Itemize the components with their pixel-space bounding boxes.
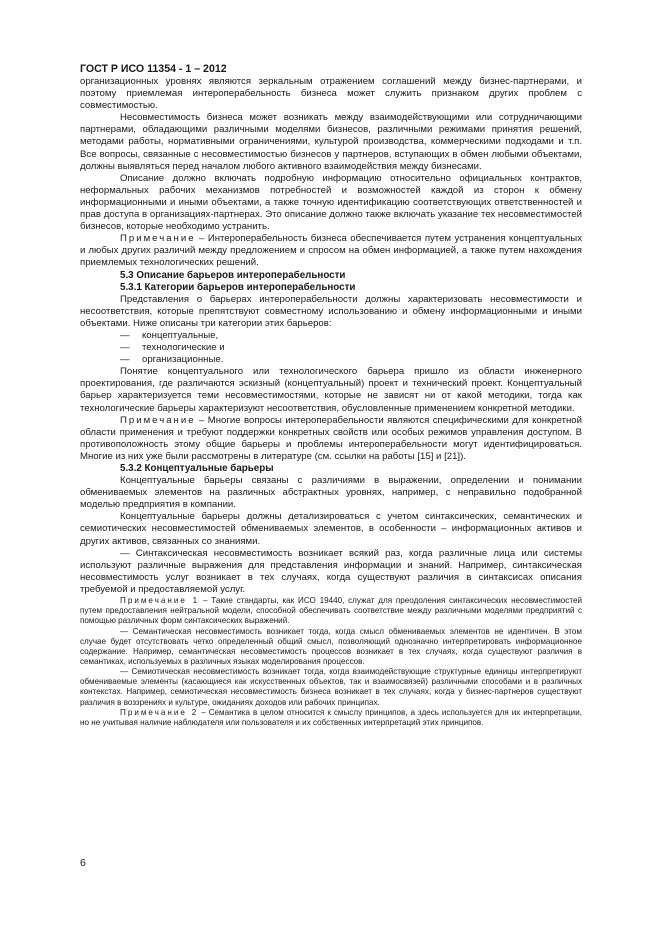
list-dash: — (120, 342, 130, 354)
note-3 (80, 596, 582, 626)
paragraph-continuation: организационных уровнях являются зеркальным отражением соглашений между бизнес-партнерами, и поэтому приемлемая интероперабельность бизнеса может служить признаком других проблем с совместимостью. (80, 76, 582, 112)
list-item-text: организационные. (142, 354, 224, 366)
list-item (80, 354, 582, 366)
note-text: – Интероперабельность бизнеса обеспечивается путем устранения концептуальных и любых других различий между предложением и спросом на обмен информацией, а также путем нахождения приемлемых технологических решений. (80, 233, 582, 269)
note-2 (80, 415, 582, 463)
list-item-text: технологические и (142, 342, 225, 354)
paragraph-barrier-categories: Представления о барьерах интероперабельности должны характеризовать несовместимости и несоответствия, которые препятствуют совместному использованию и обмену информационными и иными объектами. Ниже описаны три категории этих барьеров: (80, 293, 582, 329)
page-number: 6 (80, 857, 86, 869)
paragraph-description: Описание должно включать подробную информацию относительно официальных контрактов, неформальных рабочих механизмов потребностей и возможностей каждой из сторон к обмену информационными и иными объектами, а также точную идентификацию соответствующих ответственностей и прав доступа в организациях-партнерах. Это описание должно также включать указание тех несовместимостей бизнесов, которые необходимо устранить. (80, 172, 582, 233)
note-text: – Многие вопросы интероперабельности являются специфическими для конкретной области применения и требуют поддержки конкретных свойств или особых режимов управления доступом. В противоположность этому общие барьеры и проблемы интероперабельности могут идентифицироваться. Многие из них уже были рассмотрены в литературе (см. ссылки на работы [15] и [21]). (80, 414, 582, 462)
note-label: Примечание 1 (120, 596, 200, 606)
barrier-category-list (80, 330, 582, 366)
list-dash: — (120, 354, 130, 366)
note-label: Примечание 2 (120, 707, 199, 717)
paragraph-conceptual-detail: Концептуальные барьеры должны детализироваться с учетом синтаксических, семантических и семиотических несовместимостей обмениваемых элементов, в особенности – информационных активов и других активов, связанных со знаниями. (80, 511, 582, 547)
paragraph-syntactic: — Синтаксическая несовместимость возникает всякий раз, когда различные лица или системы используют различные выражения для представления информации и знаний. Например, синтаксическая несовместимость услуг возникает в тех случаях, когда существуют различия в синтаксисах описания требуемой и предоставляемой услуг. (80, 547, 582, 595)
paragraph-semiotic: — Семиотическая несовместимость возникает тогда, когда взаимодействующие структурные единицы интерпретируют обмениваемые элементы (касающиеся как искусственных объектов, так и взаимосвязей) различными способами и в различных контекстах. Например, семиотическая несовместимость бизнеса возникает в тех случаях, когда у бизнес-партнеров существуют различия в воззрениях и культуре, ожиданиях доходов или рабочих принципах. (80, 667, 582, 707)
standard-designation: ГОСТ Р ИСО 11354 - 1 – 2012 (80, 63, 227, 75)
list-dash: — (120, 329, 130, 341)
list-item-text: концептуальные, (142, 329, 219, 341)
note-4 (80, 708, 582, 728)
section-heading-5-3-1: 5.3.1 Категории барьеров интероперабельности (120, 281, 356, 293)
list-item (80, 342, 582, 354)
paragraph-concept-origin: Понятие концептуального или технологического барьера пришло из области инженерного проектирования, где различаются эскизный (концептуальный) проект и технический проект. Концептуальный барьер характеризуется теми несовместимостями, которые не зависят ни от какой методики, тогда как технологические барьеры характеризуют несоответствия, обусловленные применением конкретной методики. (80, 366, 582, 414)
list-item (80, 330, 582, 342)
note-text: – Такие стандарты, как ИСО 19440, служат для преодоления синтаксических несовместимостей путем предоставления нейтральной модели, способной обеспечивать соответствие между различными моделями предприятий с помощью различных форм синтаксических выражений. (80, 596, 582, 626)
section-heading-5-3: 5.3 Описание барьеров интероперабельности (120, 269, 346, 281)
paragraph-semantic: — Семантическая несовместимость возникает тогда, когда смысл обмениваемых элементов не идентичен. В этом случае будет отсутствовать четко определенный общий смысл, позволяющий однозначно интерпретировать информационное содержание. Например, семантическая несовместимость процессов возникает в тех случаях, когда существуют различия в семантиках, используемых в различных языках моделирования процессов. (80, 626, 582, 666)
page-content (80, 63, 582, 728)
section-heading-5-3-2: 5.3.2 Концептуальные барьеры (120, 463, 274, 474)
paragraph-business-incompatibility: Несовместимость бизнеса может возникать между взаимодействующими или сотрудничающими партнерами, обладающими различными моделями бизнесов, различными режимами принятия решений, методами работы, нормативными ограничениями, культурой производства, коммерческими подходами и т.п. Все вопросы, связанные с несовместимостью бизнесов у партнеров, вступающих в обмен любыми объектами, должны выявляться перед началом любого активного взаимодействия между бизнесами. (80, 112, 582, 172)
paragraph-conceptual-barriers: Концептуальные барьеры связаны с различиями в выражении, определении и понимании обмениваемых элементов на различных абстрактных уровнях, например, с неправильно подобранной моделью предприятия в компании. (80, 475, 582, 511)
note-text: – Семантика в целом относится к смыслу принципов, а здесь используется для их интерпретации, но не учитывая наличие наблюдателя или пользователя и их собственных интерпретаций этих принципов. (80, 707, 582, 727)
note-label: Примечание (120, 233, 196, 245)
note-label: Примечание (120, 414, 196, 426)
note-1 (80, 233, 582, 269)
